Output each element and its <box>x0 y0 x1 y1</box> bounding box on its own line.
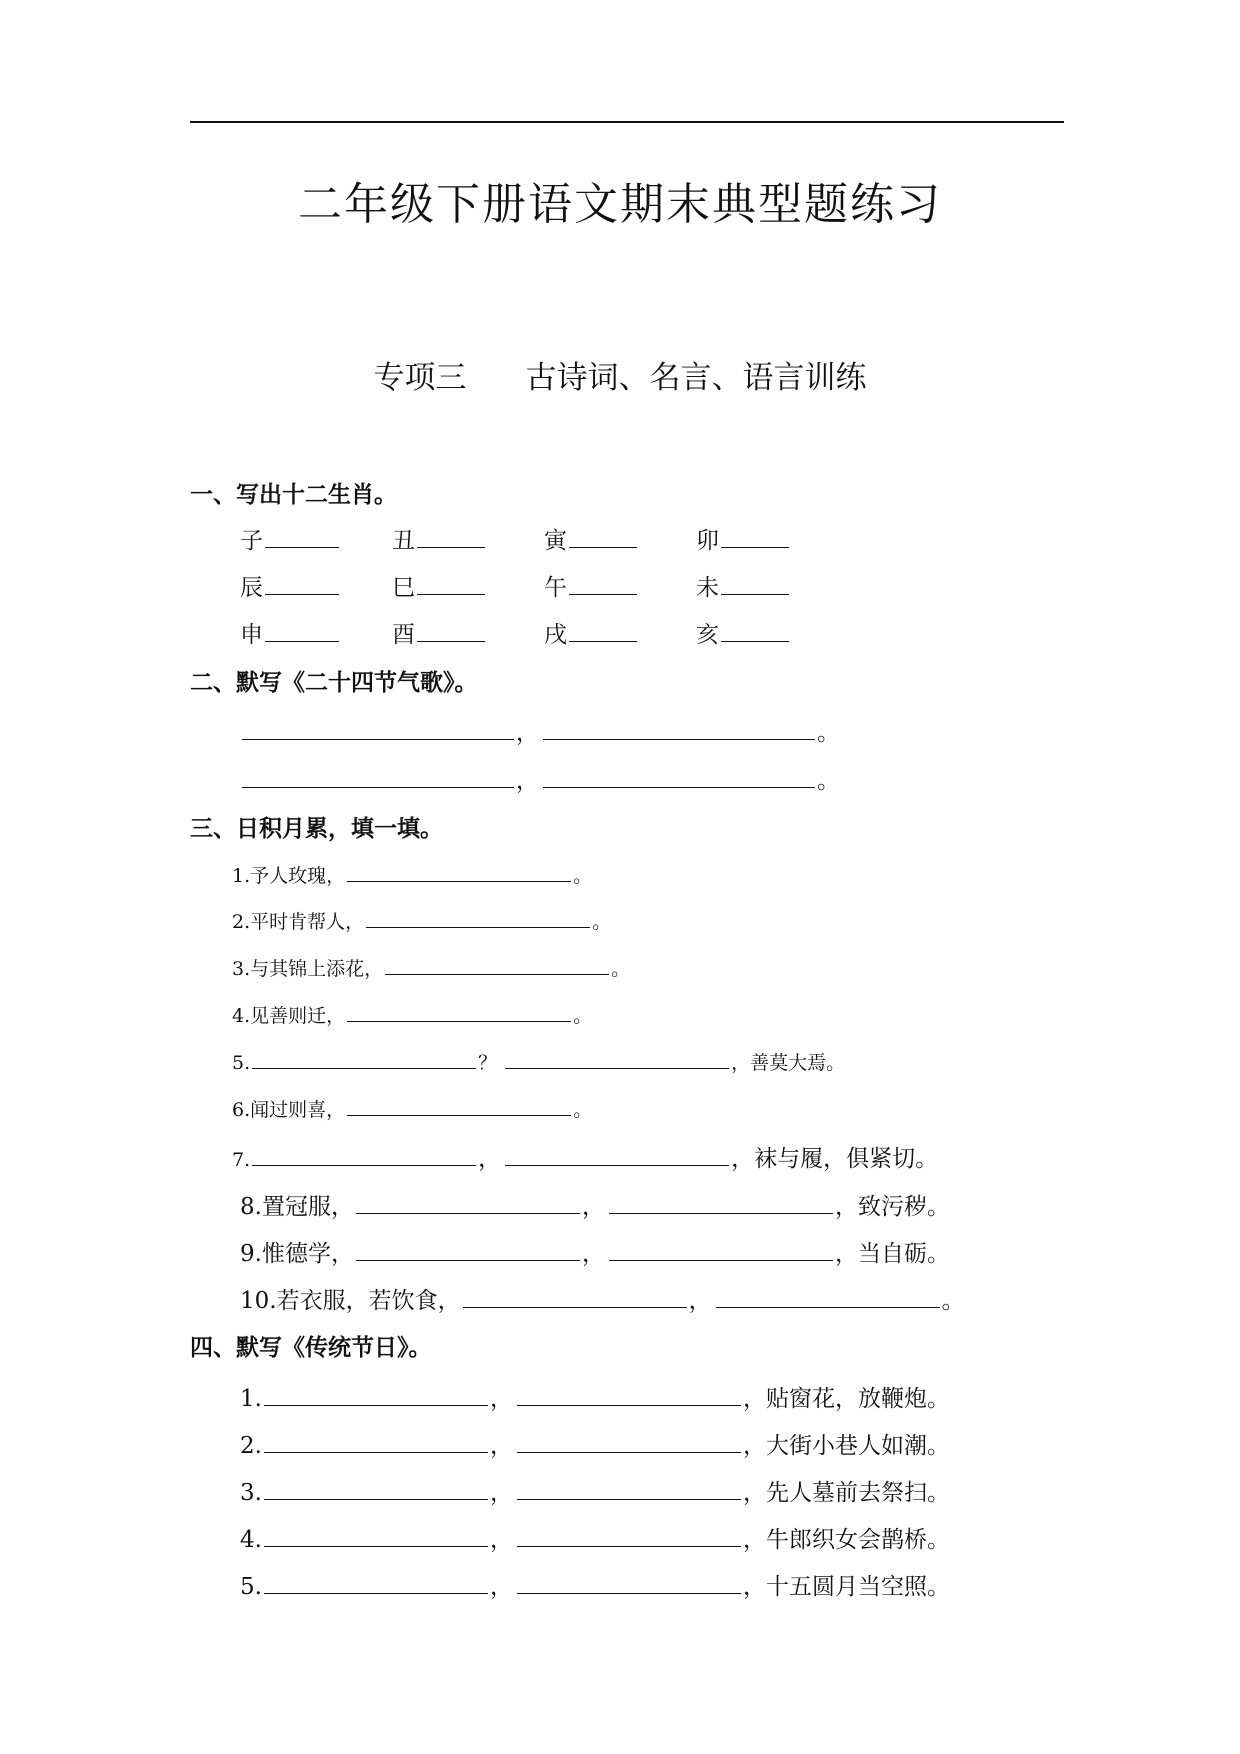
quote-item <box>240 1282 965 1315</box>
quote-item <box>232 861 592 888</box>
answer-blank[interactable] <box>609 1212 833 1214</box>
item-sep: ， <box>489 1433 513 1459</box>
zodiac-label: 卯 <box>696 528 719 554</box>
answer-blank[interactable] <box>264 1451 488 1453</box>
answer-blank[interactable] <box>252 1164 476 1166</box>
answer-blank[interactable] <box>505 1067 729 1069</box>
item-text: 予人玫瑰， <box>250 865 346 887</box>
quote-item <box>232 1048 845 1075</box>
item-number: 1. <box>240 1386 262 1412</box>
answer-blank[interactable] <box>543 738 815 740</box>
section-1-heading: 一、写出十二生肖。 <box>190 482 397 508</box>
quote-item <box>232 1095 592 1122</box>
item-text: 闻过则喜， <box>250 1099 346 1121</box>
item-text: 若衣服，若饮食， <box>276 1288 461 1314</box>
item-text-end: ，致污秽。 <box>834 1194 950 1220</box>
zodiac-blank[interactable] <box>417 546 485 548</box>
item-sep: ， <box>478 1146 502 1172</box>
zodiac-label: 申 <box>240 622 263 648</box>
zodiac-blank[interactable] <box>265 546 339 548</box>
zodiac-blank[interactable] <box>569 593 637 595</box>
zodiac-row-1 <box>240 522 848 555</box>
item-text-end: ，牛郎织女会鹊桥。 <box>742 1527 950 1553</box>
item-sep: ， <box>489 1527 513 1553</box>
quote-item <box>232 1001 592 1028</box>
zodiac-blank[interactable] <box>265 640 339 642</box>
answer-blank[interactable] <box>264 1592 488 1594</box>
zodiac-label: 亥 <box>696 622 719 648</box>
zodiac-blank[interactable] <box>721 640 789 642</box>
answer-blank[interactable] <box>242 738 514 740</box>
item-text-end: 。 <box>941 1288 965 1314</box>
item-number: 5. <box>232 1052 251 1074</box>
zodiac-label: 午 <box>544 575 567 601</box>
festival-item <box>240 1474 950 1507</box>
item-text-end: ，先人墓前去祭扫。 <box>742 1480 950 1506</box>
zodiac-row-2 <box>240 569 848 602</box>
zodiac-blank[interactable] <box>721 593 789 595</box>
item-text-end: ，大街小巷人如潮。 <box>742 1433 950 1459</box>
zodiac-label: 辰 <box>240 575 263 601</box>
festival-item <box>240 1521 950 1554</box>
answer-blank[interactable] <box>347 1114 571 1116</box>
page-subtitle: 专项三 古诗词、名言、语言训练 <box>373 360 867 396</box>
answer-blank[interactable] <box>505 1164 729 1166</box>
item-text-end: ，贴窗花，放鞭炮。 <box>742 1386 950 1412</box>
item-number: 3. <box>232 958 251 980</box>
item-text-end: ，当自砺。 <box>834 1241 950 1267</box>
answer-blank[interactable] <box>264 1545 488 1547</box>
item-text-end: ，十五圆月当空照。 <box>742 1574 950 1600</box>
answer-blank[interactable] <box>356 1212 580 1214</box>
answer-blank[interactable] <box>347 1020 571 1022</box>
period-mark: 。 <box>817 768 840 794</box>
zodiac-blank[interactable] <box>721 546 789 548</box>
item-number: 3. <box>240 1480 262 1506</box>
item-number: 10. <box>240 1288 277 1314</box>
answer-blank[interactable] <box>264 1404 488 1406</box>
zodiac-blank[interactable] <box>569 546 637 548</box>
answer-blank[interactable] <box>517 1498 741 1500</box>
zodiac-cell <box>544 522 696 555</box>
item-number: 2. <box>232 911 251 933</box>
festival-item <box>240 1380 950 1413</box>
answer-blank[interactable] <box>463 1306 687 1308</box>
answer-blank[interactable] <box>252 1067 476 1069</box>
zodiac-label: 巳 <box>392 575 415 601</box>
answer-blank[interactable] <box>366 926 590 928</box>
zodiac-cell <box>240 569 392 602</box>
answer-blank[interactable] <box>517 1592 741 1594</box>
item-sep: ？ <box>478 1052 498 1074</box>
quote-item <box>232 907 611 934</box>
zodiac-label: 丑 <box>392 528 415 554</box>
item-text: 见善则迁， <box>250 1005 346 1027</box>
item-text-end: 。 <box>611 958 631 980</box>
zodiac-row-3 <box>240 616 848 649</box>
zodiac-cell <box>544 569 696 602</box>
answer-blank[interactable] <box>716 1306 940 1308</box>
zodiac-blank[interactable] <box>265 593 339 595</box>
item-text: 平时肯帮人， <box>250 911 365 933</box>
zodiac-label: 酉 <box>392 622 415 648</box>
item-number: 8. <box>240 1194 262 1220</box>
item-number: 2. <box>240 1433 262 1459</box>
poem-line-2 <box>240 762 840 795</box>
item-sep: ， <box>489 1386 513 1412</box>
item-text-end: 。 <box>573 1005 593 1027</box>
zodiac-cell <box>392 522 544 555</box>
item-sep: ， <box>489 1574 513 1600</box>
item-text: 置冠服， <box>261 1194 354 1220</box>
section-4-heading: 四、默写《传统节日》。 <box>190 1335 432 1361</box>
item-number: 7. <box>232 1149 251 1171</box>
zodiac-cell <box>392 616 544 649</box>
item-text-end: 。 <box>573 1099 593 1121</box>
item-text-end: 。 <box>573 865 593 887</box>
item-number: 9. <box>240 1241 262 1267</box>
festival-item <box>240 1427 950 1460</box>
answer-blank[interactable] <box>347 880 571 882</box>
item-number: 6. <box>232 1099 251 1121</box>
poem-line-1 <box>240 714 840 747</box>
zodiac-label: 寅 <box>544 528 567 554</box>
zodiac-blank[interactable] <box>417 593 485 595</box>
item-number: 1. <box>232 865 251 887</box>
page-title: 二年级下册语文期末典型题练习 <box>298 179 942 230</box>
header-rule <box>190 121 1064 123</box>
zodiac-cell <box>544 616 696 649</box>
section-3-heading: 三、日积月累，填一填。 <box>190 816 443 842</box>
festival-item <box>240 1568 950 1601</box>
answer-blank[interactable] <box>385 973 609 975</box>
zodiac-cell <box>392 569 544 602</box>
answer-blank[interactable] <box>609 1259 833 1261</box>
quote-item <box>240 1188 950 1221</box>
item-sep: ， <box>489 1480 513 1506</box>
answer-blank[interactable] <box>543 786 815 788</box>
zodiac-cell <box>696 569 848 602</box>
item-sep: ， <box>688 1288 712 1314</box>
quote-item <box>232 1140 938 1173</box>
item-text-end: ，善莫大焉。 <box>731 1052 846 1074</box>
comma-mark: ， <box>516 720 539 746</box>
answer-blank[interactable] <box>517 1545 741 1547</box>
zodiac-label: 戌 <box>544 622 567 648</box>
item-number: 5. <box>240 1574 262 1600</box>
zodiac-label: 子 <box>240 528 263 554</box>
quote-item <box>240 1235 950 1268</box>
section-2-heading: 二、默写《二十四节气歌》。 <box>190 670 478 696</box>
answer-blank[interactable] <box>264 1498 488 1500</box>
item-sep: ， <box>581 1194 605 1220</box>
zodiac-blank[interactable] <box>569 640 637 642</box>
period-mark: 。 <box>817 720 840 746</box>
zodiac-cell <box>696 522 848 555</box>
comma-mark: ， <box>516 768 539 794</box>
item-number: 4. <box>232 1005 251 1027</box>
answer-blank[interactable] <box>242 786 514 788</box>
zodiac-cell <box>240 616 392 649</box>
zodiac-blank[interactable] <box>417 640 485 642</box>
quote-item <box>232 954 630 981</box>
answer-blank[interactable] <box>517 1404 741 1406</box>
item-text: 与其锦上添花， <box>250 958 384 980</box>
zodiac-cell <box>240 522 392 555</box>
item-text: 惟德学， <box>261 1241 354 1267</box>
answer-blank[interactable] <box>517 1451 741 1453</box>
answer-blank[interactable] <box>356 1259 580 1261</box>
item-sep: ， <box>581 1241 605 1267</box>
zodiac-label: 未 <box>696 575 719 601</box>
item-text-end: ，袜与履，俱紧切。 <box>731 1146 939 1172</box>
item-text-end: 。 <box>592 911 612 933</box>
zodiac-cell <box>696 616 848 649</box>
item-number: 4. <box>240 1527 262 1553</box>
